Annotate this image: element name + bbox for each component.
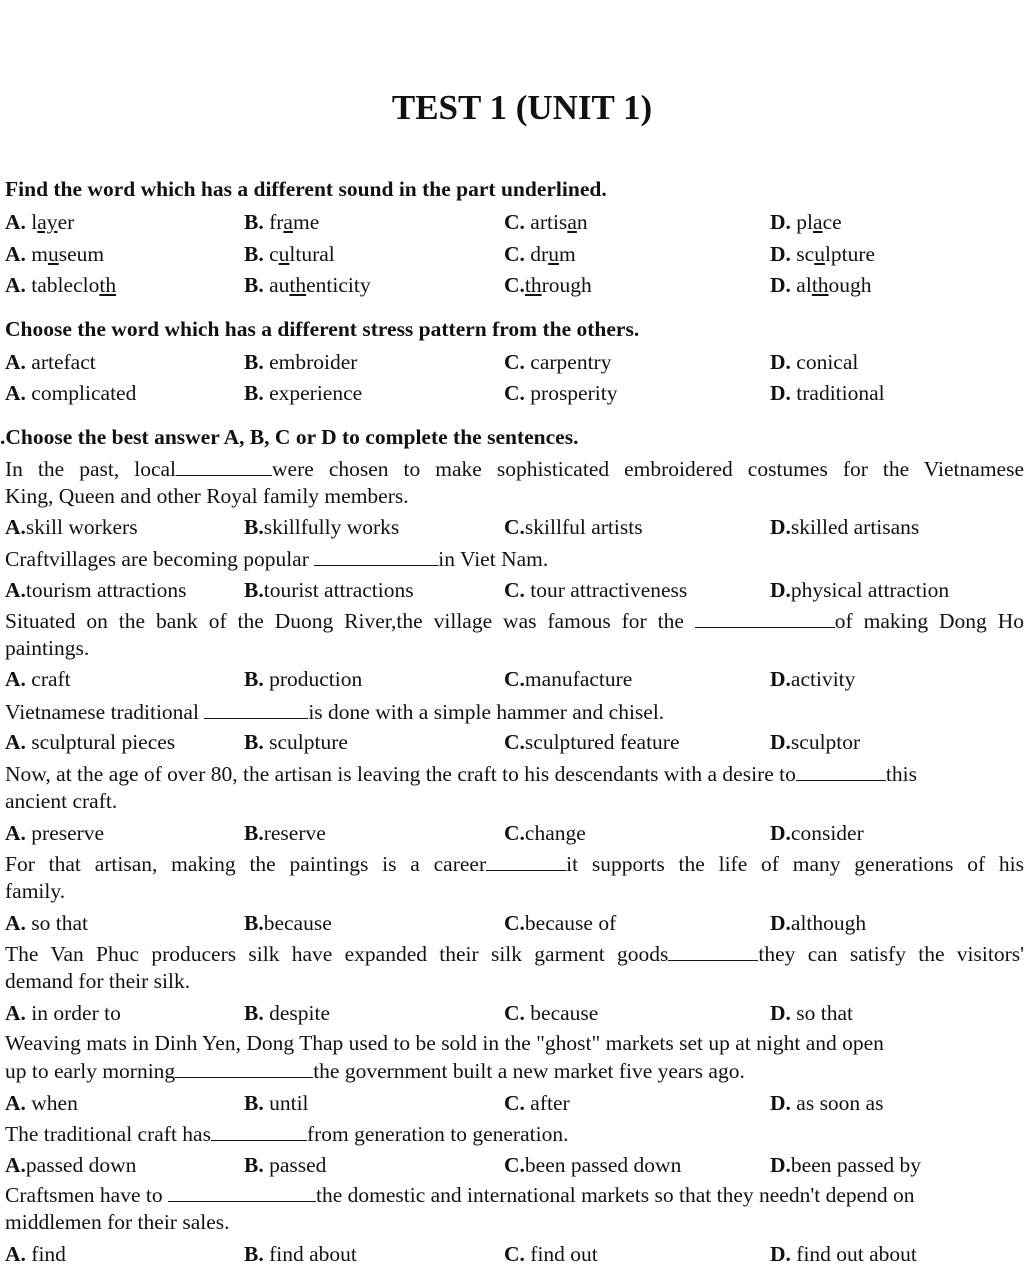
option-letter: D. (770, 578, 791, 602)
option-letter: C. (504, 515, 525, 539)
underlined-part: a (567, 210, 577, 234)
answer-blank (204, 699, 308, 719)
answer-option-d: D. find out about (770, 1242, 917, 1266)
answer-option-d: D.consider (770, 821, 864, 845)
answer-option-b: B. frame (244, 210, 320, 234)
answer-option-a: A. complicated (5, 381, 137, 405)
option-letter: B. (244, 911, 264, 935)
question-text: Now, at the age of over 80, the artisan is leaving the craft to his descendants with a desire to this (5, 762, 917, 786)
option-letter: C. (504, 381, 525, 405)
question-text: Weaving mats in Dinh Yen, Dong Thap used to be sold in the "ghost" markets set up at night and open (5, 1031, 884, 1055)
option-letter: B. (244, 578, 264, 602)
option-letter: D. (770, 515, 791, 539)
answer-option-b: B. passed (244, 1153, 327, 1177)
answer-option-a: A. artefact (5, 350, 96, 374)
answer-option-b: B.tourist attractions (244, 578, 414, 602)
answer-option-b: B. until (244, 1091, 309, 1115)
answer-option-c: C.because of (504, 911, 617, 935)
option-letter: B. (244, 381, 264, 405)
option-letter: B. (244, 730, 264, 754)
question-text: Craftvillages are becoming popular in Viet Nam. (5, 547, 549, 571)
option-letter: B. (244, 350, 264, 374)
option-letter: C. (504, 578, 525, 602)
underlined-part: th (524, 273, 542, 297)
underlined-part: th (99, 273, 117, 297)
underlined-part: ay (37, 210, 58, 234)
answer-option-c: C.been passed down (504, 1153, 682, 1177)
option-letter: A. (5, 1001, 26, 1025)
answer-option-c: C.through (504, 273, 592, 297)
answer-option-d: D.physical attraction (770, 578, 950, 602)
answer-option-d: D. conical (770, 350, 859, 374)
question-text: Craftsmen have to the domestic and international markets so that they needn't depend on (5, 1183, 915, 1207)
option-letter: D. (770, 821, 791, 845)
section-heading-pronunciation: Find the word which has a different sound in the part underlined. (5, 177, 607, 201)
answer-option-a: A. tablecloth (5, 273, 117, 297)
question-text-continued: middlemen for their sales. (5, 1210, 230, 1234)
underlined-part: a (283, 210, 293, 234)
section-heading-grammar: .Choose the best answer A, B, C or D to complete the sentences. (0, 425, 579, 449)
option-letter: B. (244, 1001, 264, 1025)
option-letter: D. (770, 242, 791, 266)
option-letter: D. (770, 1001, 791, 1025)
answer-option-c: C.skillful artists (504, 515, 643, 539)
answer-option-b: B.skillfully works (244, 515, 400, 539)
option-letter: D. (770, 1153, 791, 1177)
option-letter: B. (244, 273, 264, 297)
option-letter: D. (770, 210, 791, 234)
answer-option-c: C. prosperity (504, 381, 618, 405)
answer-option-a: A.tourism attractions (5, 578, 187, 602)
answer-blank (314, 546, 438, 566)
option-letter: C. (504, 350, 525, 374)
option-letter: C. (504, 273, 525, 297)
option-letter: A. (5, 515, 26, 539)
option-letter: C. (504, 1153, 525, 1177)
underlined-part: u (278, 242, 290, 266)
answer-option-c: C.sculptured feature (504, 730, 680, 754)
option-letter: C. (504, 667, 525, 691)
answer-option-b: B. cultural (244, 242, 335, 266)
question-text-continued: family. (5, 879, 66, 903)
answer-blank (695, 608, 835, 628)
option-letter: A. (5, 1091, 26, 1115)
answer-option-c: C. artisan (504, 210, 588, 234)
answer-option-a: A. craft (5, 667, 71, 691)
option-letter: C. (504, 210, 525, 234)
underlined-part: u (814, 242, 825, 266)
question-text: Vietnamese traditional is done with a simple hammer and chisel. (5, 700, 665, 724)
option-letter: C. (504, 1242, 525, 1266)
option-letter: D. (770, 1091, 791, 1115)
answer-option-d: D. although (770, 273, 872, 297)
answer-blank (211, 1121, 307, 1141)
answer-option-b: B. find about (244, 1242, 357, 1266)
underlined-part: th (811, 273, 829, 297)
answer-option-d: D.sculptor (770, 730, 861, 754)
option-letter: A. (5, 210, 26, 234)
answer-option-c: C.change (504, 821, 586, 845)
option-letter: A. (5, 911, 26, 935)
option-letter: B. (244, 1153, 264, 1177)
option-letter: A. (5, 381, 26, 405)
option-letter: B. (244, 242, 264, 266)
answer-option-b: B. production (244, 667, 363, 691)
answer-option-b: B. despite (244, 1001, 330, 1025)
option-letter: D. (770, 350, 791, 374)
answer-option-a: A. museum (5, 242, 105, 266)
question-text-continued: King, Queen and other Royal family members. (5, 484, 409, 508)
option-letter: C. (504, 911, 525, 935)
answer-option-b: B. authenticity (244, 273, 371, 297)
option-letter: D. (770, 273, 791, 297)
answer-option-d: D. as soon as (770, 1091, 884, 1115)
question-text-continued: demand for their silk. (5, 969, 191, 993)
underlined-part: u (548, 242, 559, 266)
option-letter: A. (5, 821, 26, 845)
answer-option-c: C. carpentry (504, 350, 612, 374)
answer-option-a: A. so that (5, 911, 89, 935)
answer-option-b: B. experience (244, 381, 363, 405)
question-text: For that artisan, making the paintings is a career it supports the life of many generations of his (5, 852, 1024, 876)
option-letter: C. (504, 821, 525, 845)
answer-option-d: D.skilled artisans (770, 515, 920, 539)
answer-blank (175, 1058, 313, 1078)
answer-option-c: C.manufacture (504, 667, 633, 691)
option-letter: A. (5, 578, 26, 602)
option-letter: A. (5, 350, 26, 374)
option-letter: A. (5, 242, 26, 266)
question-text: The Van Phuc producers silk have expanded their silk garment goods they can satisfy the visitors' (5, 942, 1024, 966)
question-text: In the past, local were chosen to make sophisticated embroidered costumes for the Vietnamese (5, 457, 1024, 481)
answer-option-c: C. find out (504, 1242, 598, 1266)
option-letter: D. (770, 730, 791, 754)
option-letter: D. (770, 667, 791, 691)
answer-option-d: D. traditional (770, 381, 885, 405)
answer-option-b: B.reserve (244, 821, 326, 845)
answer-option-a: A. find (5, 1242, 66, 1266)
question-text: The traditional craft has from generation to generation. (5, 1122, 569, 1146)
answer-option-a: A. preserve (5, 821, 105, 845)
question-text-continued: paintings. (5, 636, 90, 660)
option-letter: A. (5, 730, 26, 754)
option-letter: B. (244, 821, 264, 845)
option-letter: B. (244, 667, 264, 691)
page-title: TEST 1 (UNIT 1) (391, 88, 653, 127)
option-letter: C. (504, 730, 525, 754)
answer-option-c: C. after (504, 1091, 570, 1115)
option-letter: D. (770, 1242, 791, 1266)
answer-option-a: A. sculptural pieces (5, 730, 176, 754)
option-letter: C. (504, 1091, 525, 1115)
answer-option-b: B.because (244, 911, 332, 935)
answer-option-b: B. sculpture (244, 730, 348, 754)
option-letter: D. (770, 911, 791, 935)
question-text-continued: up to early morning the government built a new market five years ago. (5, 1059, 745, 1083)
answer-option-c: C. tour attractiveness (504, 578, 688, 602)
option-letter: B. (244, 1242, 264, 1266)
option-letter: C. (504, 1001, 525, 1025)
answer-option-a: A.skill workers (5, 515, 138, 539)
answer-blank (668, 941, 758, 961)
answer-option-d: D.although (770, 911, 867, 935)
answer-option-d: D. so that (770, 1001, 854, 1025)
answer-option-a: A. in order to (5, 1001, 121, 1025)
underlined-part: th (289, 273, 307, 297)
option-letter: D. (770, 381, 791, 405)
answer-blank (176, 456, 272, 476)
answer-option-d: D. sculpture (770, 242, 876, 266)
answer-option-c: C. because (504, 1001, 599, 1025)
answer-option-a: A. when (5, 1091, 78, 1115)
option-letter: A. (5, 667, 26, 691)
answer-blank (486, 851, 566, 871)
question-text: Situated on the bank of the Duong River,the village was famous for the of making Dong Ho (5, 609, 1024, 633)
underlined-part: a (813, 210, 823, 234)
section-heading-stress: Choose the word which has a different stress pattern from the others. (5, 317, 640, 341)
answer-option-d: D. place (770, 210, 842, 234)
answer-blank (168, 1182, 316, 1202)
answer-option-b: B. embroider (244, 350, 358, 374)
question-text-continued: ancient craft. (5, 789, 118, 813)
answer-option-c: C. drum (504, 242, 576, 266)
option-letter: C. (504, 242, 525, 266)
answer-option-d: D.activity (770, 667, 856, 691)
answer-blank (796, 761, 886, 781)
option-letter: A. (5, 1153, 26, 1177)
answer-option-a: A. layer (5, 210, 75, 234)
answer-option-a: A.passed down (5, 1153, 137, 1177)
underlined-part: u (48, 242, 59, 266)
option-letter: A. (5, 273, 26, 297)
answer-option-d: D.been passed by (770, 1153, 922, 1177)
option-letter: A. (5, 1242, 26, 1266)
option-letter: B. (244, 210, 264, 234)
option-letter: B. (244, 515, 264, 539)
option-letter: B. (244, 1091, 264, 1115)
